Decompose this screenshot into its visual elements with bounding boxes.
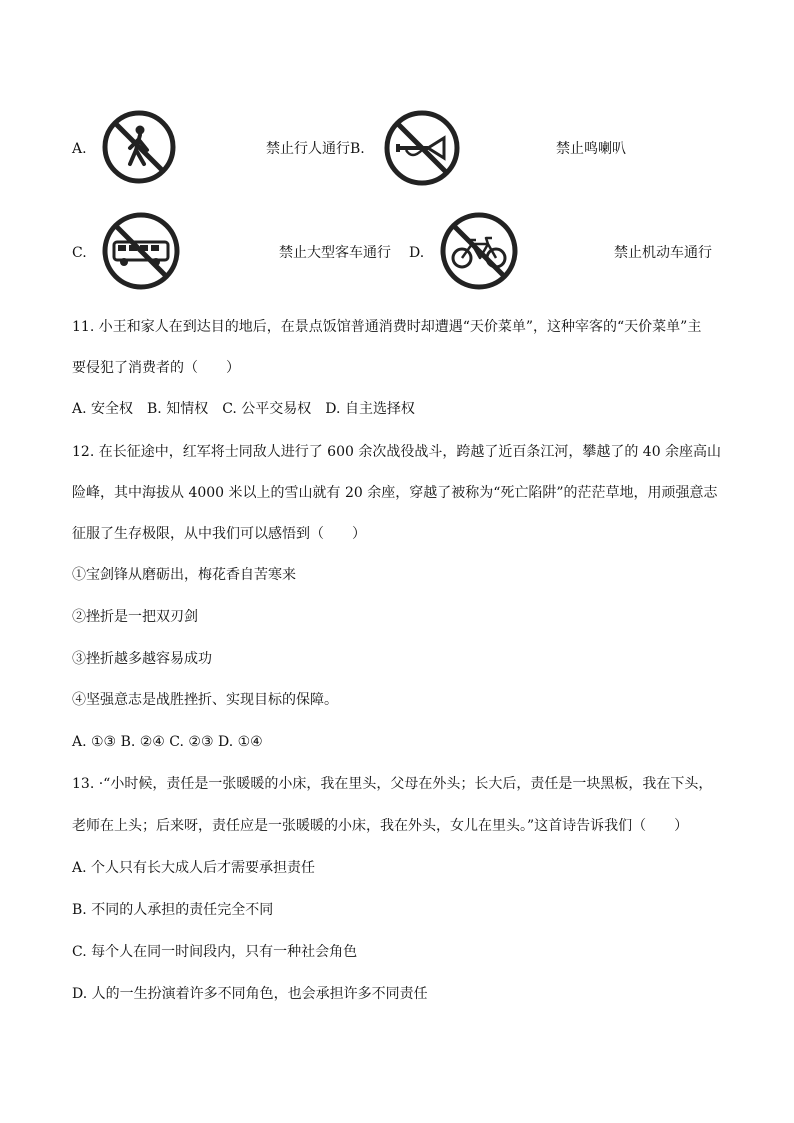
q12-line-3: 征服了生存极限，从中我们可以感悟到（ ）	[72, 526, 366, 542]
q13-option-d: D. 人的一生扮演着许多不同角色，也会承担许多不同责任	[72, 986, 428, 1002]
option-d-letter: D.	[409, 245, 425, 261]
q12-item-4: ④坚强意志是战胜挫折、实现目标的保障。	[72, 692, 338, 708]
option-b-caption: 禁止鸣喇叭	[556, 141, 626, 157]
option-c-caption: 禁止大型客车通行	[279, 245, 391, 261]
q11-line-1: 11. 小王和家人在到达目的地后，在景点饭馆普通消费时却遭遇“天价菜单”，这种宰客的“天价菜单”主	[72, 319, 702, 335]
no-pedestrian-icon	[100, 108, 178, 186]
q12-line-1: 12. 在长征途中，红军将士同敌人进行了 600 余次战役战斗，跨越了近百条江河，攀越了的 40 余座高山	[72, 444, 722, 460]
option-d-caption: 禁止机动车通行	[614, 245, 712, 261]
q12-item-3: ③挫折越多越容易成功	[72, 651, 212, 667]
q13-option-c: C. 每个人在同一时间段内，只有一种社会角色	[72, 944, 358, 960]
option-c-letter: C.	[72, 245, 87, 261]
q11-options: A. 安全权 B. 知情权 C. 公平交易权 D. 自主选择权	[72, 401, 415, 417]
q12-options: A. ①③ B. ②④ C. ②③ D. ①④	[72, 734, 263, 750]
q13-line-1: 13. ·“小时候，责任是一张暖暖的小床，我在里头，父母在外头；长大后，责任是一块黑板，我在下头，	[72, 776, 713, 792]
option-a-letter: A.	[72, 141, 87, 157]
option-a-caption: 禁止行人通行B.	[266, 141, 365, 157]
no-horn-icon	[382, 108, 462, 188]
q13-option-b: B. 不同的人承担的责任完全不同	[72, 902, 274, 918]
q11-line-2: 要侵犯了消费者的（ ）	[72, 360, 240, 376]
q12-line-2: 险峰，其中海拔从 4000 米以上的雪山就有 20 余座，穿越了被称为“死亡陷阱”的茫茫草地，用顽强意志	[72, 485, 718, 501]
q12-item-1: ①宝剑锋从磨砺出，梅花香自苦寒来	[72, 567, 296, 583]
q12-item-2: ②挫折是一把双刃剑	[72, 609, 198, 625]
q13-line-2: 老师在上头；后来呀，责任应是一张暖暖的小床，我在外头，女儿在里头。”这首诗告诉我们（ ）	[72, 818, 689, 834]
no-bus-icon	[100, 210, 182, 292]
no-bicycle-icon	[438, 210, 520, 292]
q13-option-a: A. 个人只有长大成人后才需要承担责任	[72, 860, 316, 876]
